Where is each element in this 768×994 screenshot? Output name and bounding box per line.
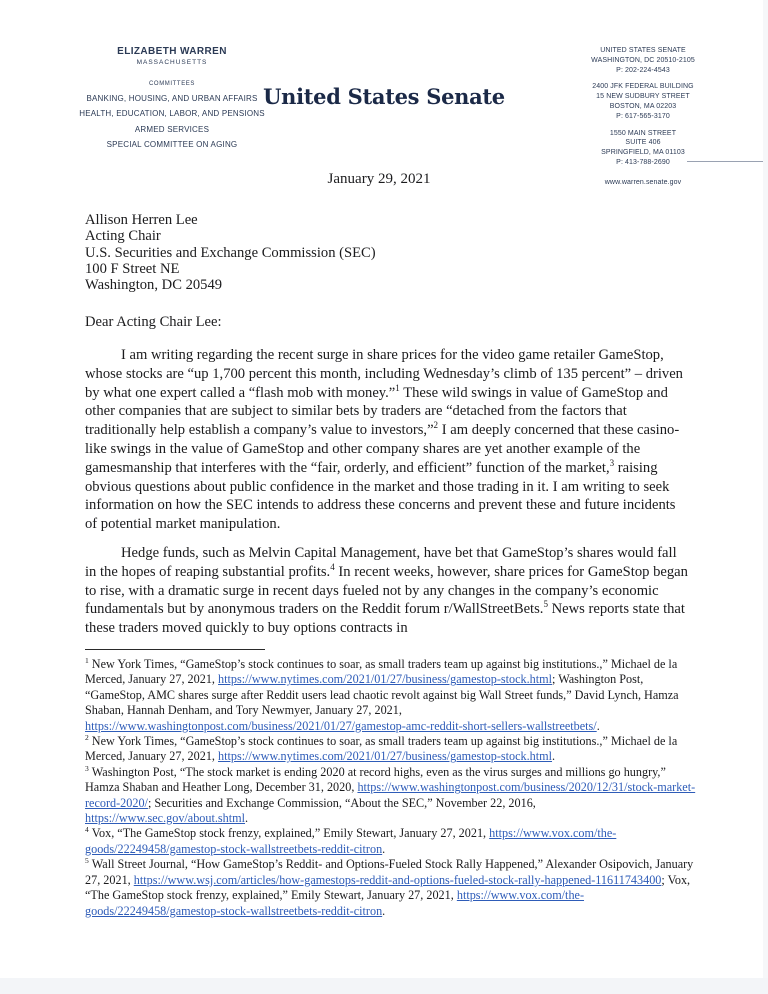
footnote-4 — [85, 826, 698, 857]
hyperlink[interactable]: https://www.nytimes.com/2021/01/27/business/gamestop-stock.html — [218, 749, 553, 764]
address-line: 2400 JFK FEDERAL BUILDING — [592, 83, 694, 91]
footnote-number: 2 — [85, 732, 89, 742]
footnote-5 — [85, 857, 698, 919]
committee-item: HEALTH, EDUCATION, LABOR, AND PENSIONS — [79, 109, 265, 118]
committees-label: COMMITTEES — [149, 81, 195, 87]
hyperlink[interactable]: https://www.sec.gov/about.shtml — [85, 811, 246, 826]
page-edge-shadow-right — [763, 0, 768, 978]
footnote-ref: 3 — [609, 457, 615, 468]
letterhead-sender — [52, 46, 292, 149]
body-paragraph-1: I am writing regarding the recent surge in share prices for the video game retailer GameStop, whose stocks are “up 1,700 percent this month, including Wednesday’s climb of 135 percent” – driven by what one expert called a “flash mob with money.”$^1$ These wild swings in value of GameStop and other companies that are subject to similar bets by traders are “detached from the factors that traditionally help establish a company’s value to investors,”$^2$ I am deeply concerned that these casino-like swings in the value of GameStop and other company shares are yet another example of the gamesmanship that interferes with the “fair, orderly, and efficient” function of the market,$^3$ raising obvious questions about public confidence in the market and those trading in it. I am writing to seek information on how the SEC intends to address these concerns and prevent these and future incidents of potential market manipulation. — [85, 347, 683, 533]
recipient-org: U.S. Securities and Exchange Commission (SEC) — [85, 244, 376, 261]
recipient-street: 100 F Street NE — [85, 260, 180, 277]
office-address-boston — [576, 82, 710, 121]
committee-item: ARMED SERVICES — [134, 124, 210, 134]
senate-wordmark: United States Senate — [263, 84, 505, 109]
footnote-ref: 1 — [395, 382, 400, 393]
footnote-1 — [85, 657, 698, 734]
page-edge-shadow-bottom — [0, 978, 768, 994]
scan-artifact-line — [687, 161, 768, 162]
address-line: 15 NEW SUDBURY STREET — [596, 93, 690, 101]
website-url: www.warren.senate.gov — [604, 178, 682, 186]
recipient-name: Allison Herren Lee — [85, 212, 198, 228]
letter-date: January 29, 2021 — [327, 171, 431, 187]
office-address-dc — [576, 46, 710, 75]
sender-name: ELIZABETH WARREN — [117, 46, 227, 57]
footnote-separator — [85, 649, 265, 650]
address-line: SUITE 406 — [625, 139, 661, 147]
footnote-text: Wall Street Journal, “How GameStop’s Reddit- and Options-Fueled Stock Rally Happened,” Alexander Osipovich, January 27, 2021, https://www.wsj.com/articles/how-gamestops-reddit-and-options-fueled-stock-rally-happened-11611743400; Vox, “The GameStop stock frenzy, explained,” Emily Stewart, January 27, 2021, https://www.vox.com/the-goods/22249458/gamestop-stock-wallstreetbets-reddit-citron. — [85, 857, 694, 918]
salutation: Dear Acting Chair Lee: — [85, 314, 222, 330]
address-line: 1550 MAIN STREET — [609, 129, 677, 137]
hyperlink[interactable]: https://www.vox.com/the-goods/22249458/gamestop-stock-wallstreetbets-reddit-citron — [85, 888, 585, 918]
sender-state: MASSACHUSETTS — [136, 59, 208, 66]
hyperlink[interactable]: https://www.nytimes.com/2021/01/27/business/gamestop-stock.html — [218, 672, 553, 687]
committee-item: SPECIAL COMMITTEE ON AGING — [106, 140, 238, 149]
footnote-2 — [85, 734, 698, 765]
body-paragraph-2: Hedge funds, such as Melvin Capital Management, have bet that GameStop’s shares would fall in the hopes of reaping substantial profits.$^4$ In recent weeks, however, share prices for GameStop began to rise, with a dramatic surge in recent days fueled not by any changes in the company’s economic fundamentals but by anonymous traders on the Reddit forum r/WallStreetBets.$^5$ News reports state that these traders moved quickly to buy options contracts in — [85, 544, 688, 637]
footnote-number: 5 — [85, 856, 89, 866]
footnote-number: 3 — [85, 763, 89, 773]
footnote-ref: 5 — [543, 599, 548, 610]
address-line: UNITED STATES SENATE — [600, 47, 686, 54]
address-line: P: 413-788-2690 — [616, 158, 670, 166]
footnote-number: 1 — [85, 655, 89, 665]
hyperlink[interactable]: https://www.washingtonpost.com/business/2021/01/27/gamestop-amc-reddit-short-sellers-wallstreetbets/ — [85, 718, 597, 733]
hyperlink[interactable]: https://www.washingtonpost.com/business/2020/12/31/stock-market-record-2020/ — [85, 780, 696, 810]
footnote-number: 4 — [85, 825, 89, 835]
address-line: P: 202-224-4543 — [616, 66, 670, 74]
footnote-3 — [85, 765, 698, 827]
committee-item: BANKING, HOUSING, AND URBAN AFFAIRS — [86, 93, 258, 103]
address-line: BOSTON, MA 02203 — [609, 102, 677, 110]
hyperlink[interactable]: https://www.wsj.com/articles/how-gamestops-reddit-and-options-fueled-stock-rally-happened-11611743400 — [133, 872, 662, 887]
footnote-text: New York Times, “GameStop’s stock continues to soar, as small traders team up against big institutions.,” Michael de la Merced, January 27, 2021, https://www.nytimes.com/2021/01/27/business/gamestop-stock.html. — [85, 734, 678, 764]
footnote-text: Vox, “The GameStop stock frenzy, explained,” Emily Stewart, January 27, 2021, https://www.vox.com/the-goods/22249458/gamestop-stock-wallstreetbets-reddit-citron. — [85, 826, 617, 856]
address-line: SPRINGFIELD, MA 01103 — [601, 149, 685, 157]
footnote-ref: 4 — [330, 561, 335, 572]
hyperlink[interactable]: https://www.vox.com/the-goods/22249458/gamestop-stock-wallstreetbets-reddit-citron — [85, 826, 617, 856]
footnote-text: New York Times, “GameStop’s stock continues to soar, as small traders team up against big institutions.,” Michael de la Merced, January 27, 2021, https://www.nytimes.com/2021/01/27/business/gamestop-stock.html; Washington Post, “GameStop, AMC shares surge after Reddit users lead chaotic revolt against big Wall Street funds,” David Lynch, Hamza Shaban, Hannah Denham, and Tory Newmyer, January 27, 2021, https://www.washingtonpost.com/business/2021/01/27/gamestop-amc-reddit-short-sellers-wallstreetbets/. — [85, 657, 679, 733]
address-line: WASHINGTON, DC 20510-2105 — [591, 56, 695, 64]
recipient-block — [85, 212, 376, 293]
footnotes-section — [85, 649, 698, 919]
recipient-title: Acting Chair — [85, 228, 161, 245]
letterhead-offices — [576, 46, 710, 186]
footnote-text: Washington Post, “The stock market is ending 2020 at record highs, even as the virus surges and millions go hungry,” Hamza Shaban and Heather Long, December 31, 2020, https://www.washingtonpost.com/business/2020/12/31/stock-market-record-2020/; Securities and Exchange Commission, “About the SEC,” November 22, 2016, https://www.sec.gov/about.shtml. — [85, 764, 696, 826]
recipient-city: Washington, DC 20549 — [85, 277, 223, 294]
address-line: P: 617-565-3170 — [616, 112, 670, 120]
letter-body — [85, 346, 691, 638]
footnote-ref: 2 — [433, 420, 439, 431]
